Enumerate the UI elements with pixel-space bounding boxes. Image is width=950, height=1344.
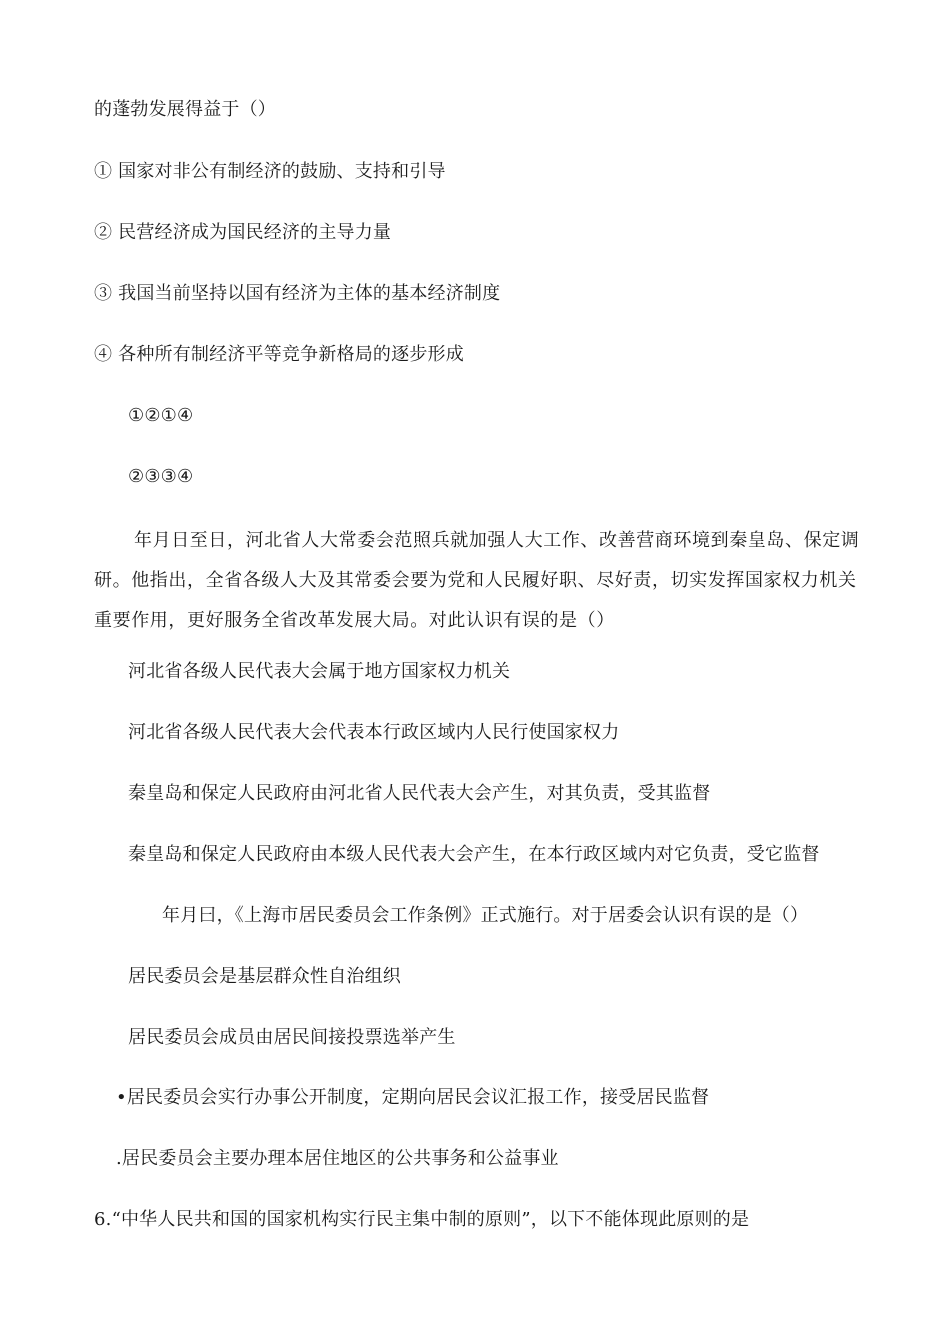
option-item: •居民委员会实行办事公开制度，定期向居民会议汇报工作，接受居民监督 <box>116 1087 710 1108</box>
answer-choice: ①②①④ <box>128 405 194 426</box>
option-item: 居民委员会是基层群众性自治组织 <box>128 966 401 987</box>
answer-choice: ②③③④ <box>128 466 194 487</box>
option-item: 居民委员会成员由居民间接投票选举产生 <box>128 1027 456 1048</box>
statement-item: ③ 我国当前坚持以国有经济为主体的基本经济制度 <box>94 283 501 304</box>
option-item: 河北省各级人民代表大会属于地方国家权力机关 <box>128 661 511 682</box>
question-stem: 6.“中华人民共和国的国家机构实行民主集中制的原则”，以下不能体现此原则的是 <box>94 1209 750 1230</box>
question-stem <box>94 521 864 641</box>
question-stem-text: 年月日至日，河北省人大常委会范照兵就加强人大工作、改善营商环境到秦皇岛、保定调研。他指出，全省各级人大及其常委会要为党和人民履好职、尽好责，切实发挥国家权力机关重要作用，更好服务全省改革发展大局。对此认识有误的是（） <box>94 530 860 631</box>
statement-item: ① 国家对非公有制经济的鼓励、支持和引导 <box>94 161 446 182</box>
option-item: 秦皇岛和保定人民政府由本级人民代表大会产生，在本行政区域内对它负责，受它监督 <box>128 844 820 865</box>
option-item: .居民委员会主要办理本居住地区的公共事务和公益事业 <box>116 1148 559 1169</box>
question-stem: 年月曰，《上海市居民委员会工作条例》正式施行。对于居委会认识有误的是（） <box>162 905 809 926</box>
option-item: 河北省各级人民代表大会代表本行政区域内人民行使国家权力 <box>128 722 620 743</box>
option-item: 秦皇岛和保定人民政府由河北省人民代表大会产生，对其负责，受其监督 <box>128 783 711 804</box>
statement-item: ② 民营经济成为国民经济的主导力量 <box>94 222 392 243</box>
question-stem-tail: 的蓬勃发展得益于（） <box>94 99 276 120</box>
statement-item: ④ 各种所有制经济平等竞争新格局的逐步形成 <box>94 344 464 365</box>
